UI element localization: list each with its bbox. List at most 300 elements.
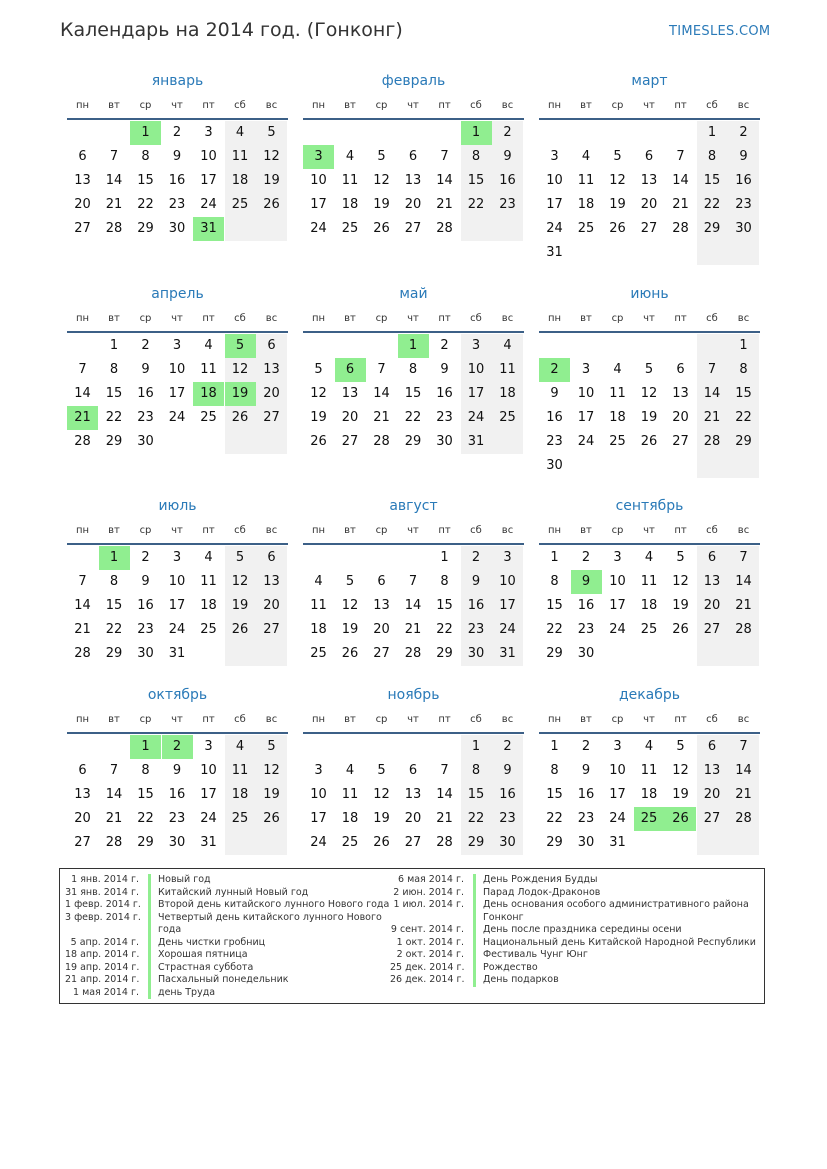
day-cell: 17 bbox=[200, 173, 217, 188]
weekday-header: сб bbox=[706, 525, 718, 536]
legend-date: 9 сент. 2014 г. bbox=[390, 924, 464, 935]
day-cell: 17 bbox=[546, 197, 563, 212]
day-cell: 16 bbox=[577, 598, 595, 613]
day-cell: 22 bbox=[105, 622, 123, 637]
day-cell: 27 bbox=[263, 410, 280, 425]
weekday-header: сб bbox=[234, 525, 246, 536]
day-cell: 9 bbox=[550, 386, 559, 401]
weekday-header: вт bbox=[580, 525, 592, 536]
brand-link[interactable]: TIMESLES.COM bbox=[669, 24, 771, 39]
holiday-day-cell: 6 bbox=[335, 358, 366, 382]
day-cell: 15 bbox=[735, 386, 752, 401]
legend-row bbox=[65, 887, 390, 900]
day-cell: 18 bbox=[577, 197, 595, 212]
day-cell: 7 bbox=[739, 739, 748, 754]
day-cell: 17 bbox=[467, 386, 485, 401]
day-cell: 24 bbox=[310, 221, 327, 236]
day-cell: 9 bbox=[172, 149, 182, 164]
legend-column-right bbox=[390, 874, 760, 987]
day-cell: 8 bbox=[471, 149, 481, 164]
day-cell: 21 bbox=[735, 598, 752, 613]
day-cell: 28 bbox=[703, 434, 721, 449]
day-cell: 21 bbox=[404, 622, 422, 637]
day-cell: 27 bbox=[703, 811, 721, 826]
month-divider bbox=[303, 543, 524, 545]
day-cell: 19 bbox=[672, 598, 689, 613]
day-cell: 19 bbox=[263, 173, 280, 188]
day-cell: 26 bbox=[373, 221, 390, 236]
weekday-header: вс bbox=[737, 714, 750, 725]
day-cell: 29 bbox=[546, 835, 563, 850]
holiday-color-marker bbox=[148, 912, 151, 937]
day-cell: 13 bbox=[373, 598, 390, 613]
day-cell: 18 bbox=[640, 598, 658, 613]
day-cell: 8 bbox=[109, 574, 119, 589]
day-cell: 29 bbox=[105, 646, 123, 661]
day-cell: 21 bbox=[436, 811, 453, 826]
legend-row bbox=[65, 899, 390, 912]
day-cell: 30 bbox=[499, 835, 516, 850]
day-cell: 25 bbox=[200, 410, 217, 425]
legend-date: 31 янв. 2014 г. bbox=[65, 886, 139, 898]
day-cell: 14 bbox=[404, 598, 422, 613]
day-cell: 16 bbox=[168, 787, 186, 802]
legend-date: 19 апр. 2014 г. bbox=[65, 961, 140, 973]
weekday-header: вс bbox=[265, 100, 278, 111]
weekday-header: вс bbox=[501, 714, 514, 725]
day-cell: 1 bbox=[739, 338, 748, 353]
day-cell: 20 bbox=[404, 811, 422, 826]
legend-date: 21 апр. 2014 г. bbox=[65, 974, 140, 985]
day-cell: 4 bbox=[235, 739, 245, 754]
legend-date: 26 дек. 2014 г. bbox=[390, 974, 465, 985]
day-cell: 14 bbox=[703, 386, 721, 401]
page-title: Календарь на 2014 год. (Гонконг) bbox=[60, 19, 403, 41]
day-cell: 19 bbox=[341, 622, 359, 637]
weekday-header: сб bbox=[470, 100, 482, 111]
day-cell: 28 bbox=[672, 221, 689, 236]
weekday-header: ср bbox=[611, 100, 624, 111]
day-cell: 29 bbox=[137, 221, 154, 236]
holiday-color-marker bbox=[473, 962, 476, 975]
weekday-header: вс bbox=[265, 714, 278, 725]
holiday-color-marker bbox=[473, 887, 476, 900]
day-cell: 19 bbox=[640, 410, 658, 425]
legend-row bbox=[390, 974, 760, 987]
weekday-header: сб bbox=[234, 313, 246, 324]
legend-date: 1 февр. 2014 г. bbox=[65, 899, 141, 910]
day-cell: 13 bbox=[703, 763, 721, 778]
day-cell: 17 bbox=[577, 410, 595, 425]
legend-date: 2 окт. 2014 г. bbox=[396, 949, 464, 960]
day-cell: 24 bbox=[200, 811, 217, 826]
day-cell: 4 bbox=[503, 338, 512, 353]
weekday-header: вт bbox=[108, 525, 120, 536]
day-cell: 10 bbox=[467, 362, 485, 377]
day-cell: 13 bbox=[74, 787, 91, 802]
holiday-day-cell: 9 bbox=[571, 570, 602, 594]
day-cell: 7 bbox=[676, 149, 685, 164]
day-cell: 25 bbox=[609, 434, 626, 449]
day-cell: 20 bbox=[263, 386, 280, 401]
day-cell: 2 bbox=[581, 550, 591, 565]
day-cell: 7 bbox=[707, 362, 717, 377]
day-cell: 16 bbox=[499, 787, 516, 802]
weekday-header: пт bbox=[438, 525, 451, 536]
holiday-day-cell: 21 bbox=[67, 406, 98, 430]
day-cell: 20 bbox=[404, 197, 422, 212]
weekday-header: чт bbox=[407, 100, 419, 111]
day-cell: 7 bbox=[78, 362, 87, 377]
day-cell: 3 bbox=[204, 125, 213, 140]
month-divider bbox=[303, 118, 524, 120]
day-cell: 31 bbox=[467, 434, 485, 449]
day-cell: 5 bbox=[235, 550, 245, 565]
weekday-header: чт bbox=[643, 714, 655, 725]
day-cell: 10 bbox=[499, 574, 516, 589]
day-cell: 14 bbox=[735, 574, 752, 589]
holiday-day-cell: 1 bbox=[130, 735, 161, 759]
holiday-color-marker bbox=[148, 887, 151, 900]
day-cell: 31 bbox=[200, 835, 217, 850]
month-name: август bbox=[389, 498, 438, 514]
day-cell: 30 bbox=[577, 835, 595, 850]
weekday-header: сб bbox=[234, 714, 246, 725]
month-name: февраль bbox=[381, 73, 446, 89]
day-cell: 9 bbox=[471, 574, 481, 589]
day-cell: 21 bbox=[105, 197, 123, 212]
day-cell: 12 bbox=[672, 574, 689, 589]
day-cell: 3 bbox=[471, 338, 481, 353]
day-cell: 31 bbox=[546, 245, 563, 260]
day-cell: 17 bbox=[168, 386, 186, 401]
day-cell: 24 bbox=[168, 622, 186, 637]
holiday-color-marker bbox=[148, 949, 151, 962]
legend-row bbox=[65, 874, 390, 887]
day-cell: 17 bbox=[310, 197, 327, 212]
day-cell: 4 bbox=[204, 550, 213, 565]
day-cell: 5 bbox=[613, 149, 622, 164]
weekday-header: сб bbox=[470, 714, 482, 725]
legend-holiday-name: Китайский лунный Новый год bbox=[158, 886, 309, 898]
day-cell: 6 bbox=[267, 550, 276, 565]
day-cell: 20 bbox=[703, 598, 721, 613]
weekday-header: чт bbox=[171, 100, 183, 111]
day-cell: 5 bbox=[644, 362, 654, 377]
weekday-header: пт bbox=[202, 313, 215, 324]
day-cell: 11 bbox=[341, 787, 359, 802]
legend-holiday-name: Национальный день Китайской Народной Республики bbox=[483, 936, 756, 948]
holiday-day-cell: 1 bbox=[461, 121, 492, 145]
month-name: ноябрь bbox=[387, 687, 440, 703]
weekday-header: пн bbox=[547, 525, 562, 536]
day-cell: 30 bbox=[137, 434, 154, 449]
day-cell: 27 bbox=[404, 835, 422, 850]
day-cell: 22 bbox=[137, 197, 154, 212]
day-cell: 3 bbox=[314, 763, 323, 778]
day-cell: 22 bbox=[436, 622, 453, 637]
weekday-header: пн bbox=[547, 313, 562, 324]
day-cell: 10 bbox=[609, 763, 626, 778]
day-cell: 22 bbox=[735, 410, 752, 425]
day-cell: 20 bbox=[672, 410, 689, 425]
day-cell: 14 bbox=[105, 787, 123, 802]
weekday-header: сб bbox=[470, 525, 482, 536]
day-cell: 4 bbox=[613, 362, 622, 377]
weekday-header: пн bbox=[311, 313, 326, 324]
day-cell: 6 bbox=[78, 149, 87, 164]
day-cell: 30 bbox=[467, 646, 485, 661]
day-cell: 20 bbox=[341, 410, 359, 425]
day-cell: 26 bbox=[640, 434, 658, 449]
legend-holiday-name: День основания особого административного района Гонконг bbox=[483, 899, 749, 923]
day-cell: 15 bbox=[546, 787, 563, 802]
day-cell: 31 bbox=[499, 646, 516, 661]
day-cell: 10 bbox=[310, 173, 327, 188]
day-cell: 12 bbox=[231, 362, 249, 377]
day-cell: 18 bbox=[231, 787, 249, 802]
day-cell: 10 bbox=[200, 149, 217, 164]
day-cell: 4 bbox=[644, 739, 654, 754]
day-cell: 7 bbox=[739, 550, 748, 565]
day-cell: 15 bbox=[105, 386, 123, 401]
day-cell: 11 bbox=[640, 574, 658, 589]
legend-holiday-name: День подарков bbox=[483, 974, 559, 985]
weekday-header: пн bbox=[75, 714, 90, 725]
legend-holiday-name: день Труда bbox=[158, 986, 216, 998]
month-divider bbox=[67, 118, 288, 120]
day-cell: 27 bbox=[404, 221, 422, 236]
day-cell: 16 bbox=[546, 410, 563, 425]
day-cell: 14 bbox=[436, 173, 453, 188]
day-cell: 27 bbox=[263, 622, 280, 637]
legend-date: 25 дек. 2014 г. bbox=[390, 961, 465, 973]
day-cell: 13 bbox=[263, 574, 280, 589]
legend-row bbox=[65, 949, 390, 962]
day-cell: 17 bbox=[168, 598, 186, 613]
weekday-header: чт bbox=[407, 313, 419, 324]
weekday-header: пн bbox=[311, 100, 326, 111]
holiday-color-marker bbox=[148, 937, 151, 950]
day-cell: 14 bbox=[105, 173, 123, 188]
day-cell: 24 bbox=[310, 835, 327, 850]
day-cell: 25 bbox=[341, 835, 359, 850]
day-cell: 28 bbox=[735, 622, 752, 637]
holiday-color-marker bbox=[473, 974, 476, 987]
weekday-header: вс bbox=[265, 525, 278, 536]
day-cell: 2 bbox=[172, 125, 182, 140]
weekday-header: пт bbox=[674, 525, 687, 536]
day-cell: 15 bbox=[436, 598, 453, 613]
day-cell: 21 bbox=[703, 410, 721, 425]
day-cell: 28 bbox=[105, 835, 123, 850]
weekday-header: ср bbox=[139, 714, 152, 725]
day-cell: 3 bbox=[550, 149, 559, 164]
day-cell: 26 bbox=[263, 197, 280, 212]
day-cell: 9 bbox=[141, 362, 150, 377]
weekday-header: пт bbox=[202, 100, 215, 111]
day-cell: 21 bbox=[735, 787, 752, 802]
day-cell: 13 bbox=[672, 386, 689, 401]
day-cell: 12 bbox=[672, 763, 689, 778]
weekday-header: ср bbox=[139, 100, 152, 111]
day-cell: 9 bbox=[440, 362, 449, 377]
day-cell: 2 bbox=[503, 739, 512, 754]
day-cell: 23 bbox=[577, 811, 595, 826]
day-cell: 15 bbox=[137, 787, 154, 802]
day-cell: 15 bbox=[546, 598, 563, 613]
day-cell: 11 bbox=[341, 173, 359, 188]
holiday-color-marker bbox=[473, 899, 476, 924]
legend-holiday-name: Новый год bbox=[158, 874, 211, 885]
day-cell: 27 bbox=[640, 221, 658, 236]
day-cell: 26 bbox=[672, 622, 689, 637]
day-cell: 28 bbox=[74, 646, 91, 661]
holiday-color-marker bbox=[148, 874, 151, 887]
day-cell: 13 bbox=[404, 787, 422, 802]
day-cell: 13 bbox=[263, 362, 280, 377]
day-cell: 27 bbox=[672, 434, 689, 449]
day-cell: 6 bbox=[377, 574, 386, 589]
month-divider bbox=[303, 331, 524, 333]
day-cell: 30 bbox=[137, 646, 154, 661]
day-cell: 5 bbox=[676, 550, 685, 565]
day-cell: 31 bbox=[168, 646, 186, 661]
weekday-header: пт bbox=[674, 313, 687, 324]
holiday-color-marker bbox=[473, 924, 476, 937]
weekday-header: чт bbox=[171, 525, 183, 536]
day-cell: 26 bbox=[231, 410, 249, 425]
day-cell: 13 bbox=[341, 386, 359, 401]
day-cell: 21 bbox=[436, 197, 453, 212]
weekday-header: вт bbox=[108, 100, 120, 111]
day-cell: 5 bbox=[314, 362, 323, 377]
day-cell: 7 bbox=[440, 763, 449, 778]
day-cell: 14 bbox=[74, 598, 91, 613]
day-cell: 11 bbox=[609, 386, 626, 401]
day-cell: 28 bbox=[404, 646, 422, 661]
weekday-header: чт bbox=[407, 714, 419, 725]
day-cell: 29 bbox=[436, 646, 453, 661]
day-cell: 10 bbox=[577, 386, 595, 401]
month-name: май bbox=[399, 286, 428, 302]
day-cell: 18 bbox=[640, 787, 658, 802]
day-cell: 24 bbox=[609, 811, 626, 826]
day-cell: 30 bbox=[168, 221, 186, 236]
weekday-header: пт bbox=[438, 714, 451, 725]
day-cell: 21 bbox=[74, 622, 91, 637]
legend-row bbox=[65, 962, 390, 975]
day-cell: 9 bbox=[141, 574, 150, 589]
weekday-header: чт bbox=[407, 525, 419, 536]
month-name: декабрь bbox=[618, 687, 681, 703]
day-cell: 8 bbox=[707, 149, 717, 164]
day-cell: 28 bbox=[436, 221, 453, 236]
holiday-color-marker bbox=[148, 987, 151, 1000]
day-cell: 3 bbox=[172, 338, 182, 353]
legend-holiday-name: День после праздника середины осени bbox=[483, 924, 682, 935]
day-cell: 22 bbox=[546, 811, 563, 826]
day-cell: 16 bbox=[436, 386, 453, 401]
weekday-header: ср bbox=[375, 100, 388, 111]
legend-row bbox=[65, 937, 390, 950]
day-cell: 2 bbox=[440, 338, 449, 353]
legend-row bbox=[390, 874, 760, 887]
day-cell: 8 bbox=[550, 574, 559, 589]
day-cell: 23 bbox=[137, 410, 154, 425]
day-cell: 2 bbox=[739, 125, 748, 140]
day-cell: 11 bbox=[499, 362, 516, 377]
day-cell: 5 bbox=[377, 149, 386, 164]
legend-row bbox=[390, 887, 760, 900]
weekday-header: чт bbox=[171, 313, 183, 324]
day-cell: 18 bbox=[231, 173, 249, 188]
day-cell: 29 bbox=[404, 434, 422, 449]
day-cell: 5 bbox=[377, 763, 386, 778]
day-cell: 17 bbox=[609, 598, 626, 613]
holiday-day-cell: 2 bbox=[162, 735, 193, 759]
day-cell: 28 bbox=[735, 811, 752, 826]
day-cell: 3 bbox=[581, 362, 591, 377]
day-cell: 22 bbox=[105, 410, 123, 425]
day-cell: 15 bbox=[703, 173, 721, 188]
day-cell: 10 bbox=[546, 173, 563, 188]
day-cell: 26 bbox=[310, 434, 327, 449]
weekday-header: чт bbox=[643, 525, 655, 536]
day-cell: 15 bbox=[137, 173, 154, 188]
legend-column-left bbox=[65, 874, 390, 999]
weekday-header: пт bbox=[438, 313, 451, 324]
day-cell: 21 bbox=[105, 811, 123, 826]
day-cell: 25 bbox=[200, 622, 217, 637]
day-cell: 11 bbox=[640, 763, 658, 778]
day-cell: 1 bbox=[707, 125, 717, 140]
day-cell: 3 bbox=[204, 739, 213, 754]
day-cell: 13 bbox=[74, 173, 91, 188]
day-cell: 22 bbox=[137, 811, 154, 826]
month-divider bbox=[67, 543, 288, 545]
weekday-header: сб bbox=[706, 714, 718, 725]
day-cell: 1 bbox=[109, 338, 119, 353]
day-cell: 10 bbox=[310, 787, 327, 802]
day-cell: 18 bbox=[310, 622, 327, 637]
day-cell: 30 bbox=[577, 646, 595, 661]
weekday-header: ср bbox=[611, 714, 624, 725]
day-cell: 16 bbox=[467, 598, 485, 613]
day-cell: 12 bbox=[373, 173, 390, 188]
weekday-header: вт bbox=[108, 313, 120, 324]
day-cell: 8 bbox=[471, 763, 481, 778]
day-cell: 14 bbox=[735, 763, 752, 778]
day-cell: 13 bbox=[640, 173, 658, 188]
legend-row bbox=[65, 974, 390, 987]
day-cell: 25 bbox=[231, 197, 249, 212]
weekday-header: ср bbox=[611, 313, 624, 324]
day-cell: 19 bbox=[263, 787, 280, 802]
day-cell: 5 bbox=[267, 125, 276, 140]
day-cell: 16 bbox=[499, 173, 516, 188]
holiday-color-marker bbox=[473, 874, 476, 887]
day-cell: 15 bbox=[105, 598, 123, 613]
legend-row bbox=[390, 962, 760, 975]
day-cell: 24 bbox=[499, 622, 516, 637]
day-cell: 11 bbox=[231, 763, 249, 778]
day-cell: 19 bbox=[609, 197, 626, 212]
holiday-color-marker bbox=[148, 974, 151, 987]
day-cell: 6 bbox=[707, 739, 717, 754]
weekday-header: вс bbox=[737, 313, 750, 324]
holiday-day-cell: 1 bbox=[99, 546, 130, 570]
